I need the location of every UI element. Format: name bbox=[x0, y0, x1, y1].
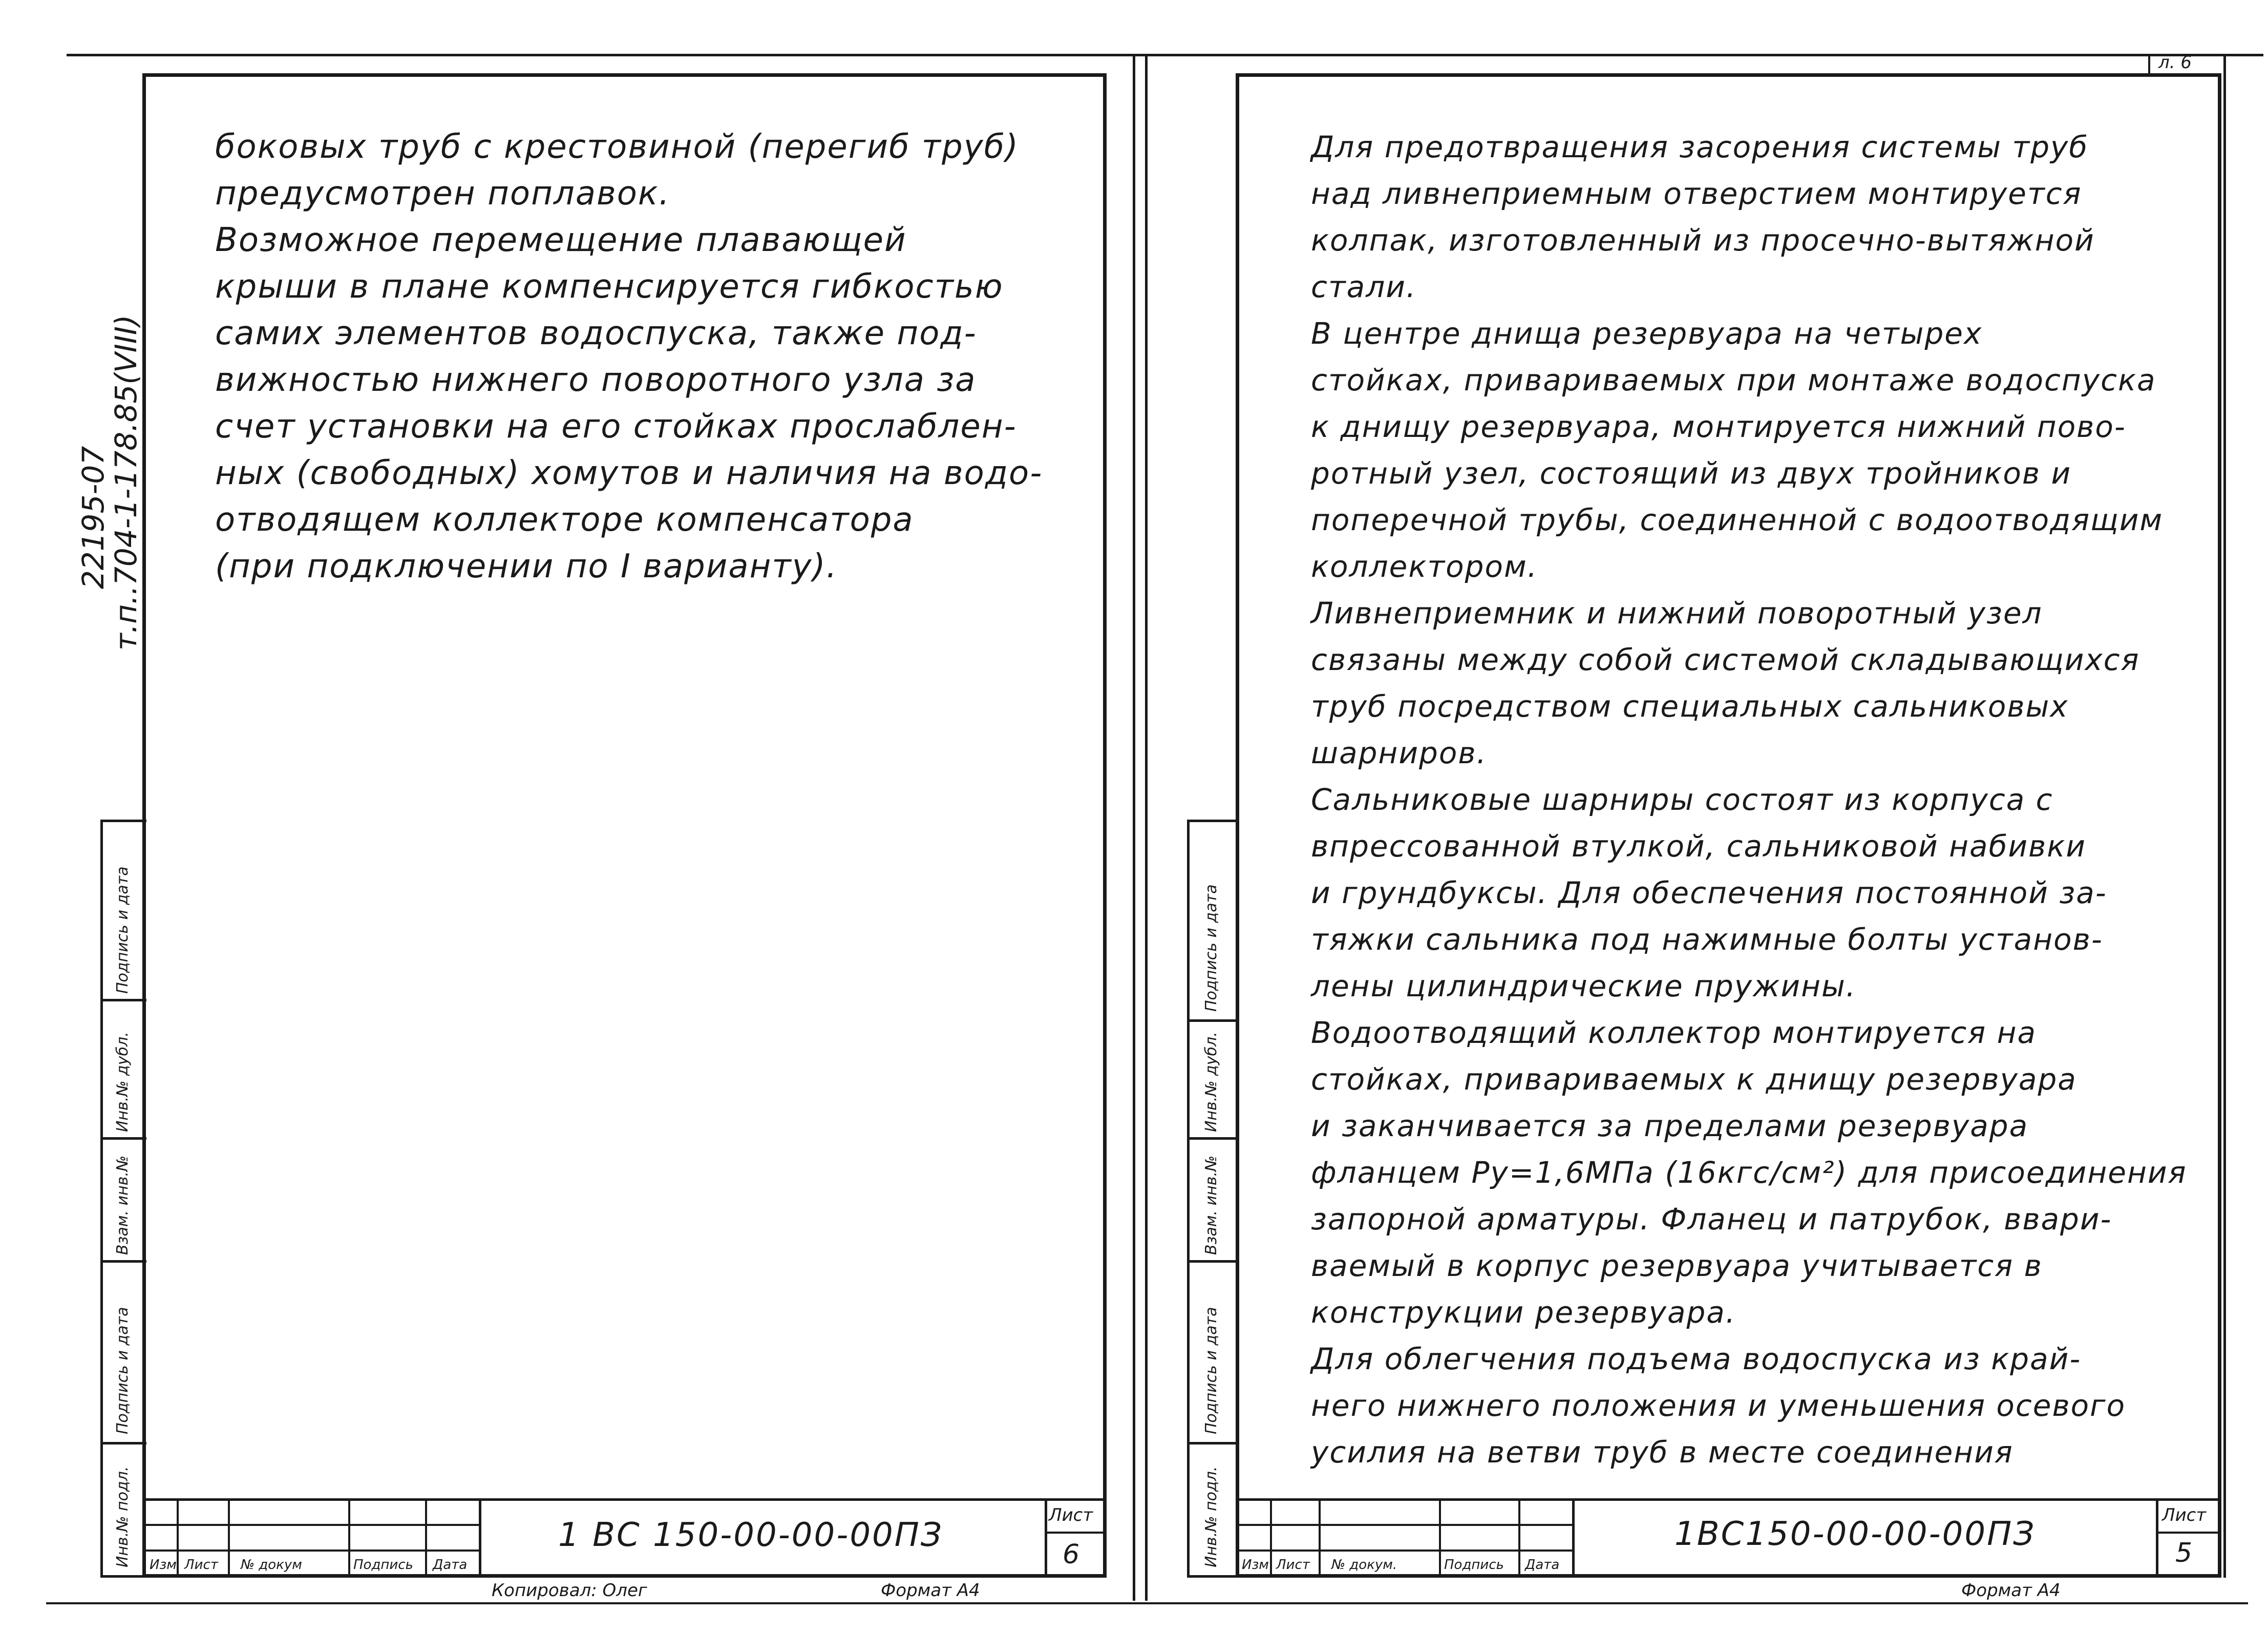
text-line: стойках, привариваемых при монтаже водоспуска bbox=[1311, 363, 2156, 397]
right-outer-edge bbox=[2223, 56, 2226, 1578]
title-col-label: Лист bbox=[1276, 1557, 1310, 1573]
title-col-label: № докум bbox=[241, 1557, 302, 1573]
center-fold-line-2 bbox=[1145, 54, 1148, 1601]
side-stamp-label: Подпись и дата bbox=[1202, 1307, 1220, 1434]
text-line: впрессованной втулкой, сальниковой набивки bbox=[1311, 829, 2086, 864]
text-line: самих элементов водоспуска, также под- bbox=[215, 315, 977, 352]
title-col-label: Изм bbox=[150, 1557, 177, 1573]
title-col-label: Подпись bbox=[353, 1557, 413, 1573]
text-line: колпак, изготовленный из просечно-вытяжной bbox=[1311, 223, 2095, 258]
text-line: и заканчивается за пределами резервуара bbox=[1311, 1108, 2029, 1143]
text-line: Водоотводящий коллектор монтируется на bbox=[1311, 1015, 2037, 1050]
side-stamp-label: Инв.№ подл. bbox=[114, 1466, 132, 1567]
title-col-label: Лист bbox=[184, 1557, 218, 1573]
text-line: В центре днища резервуара на четырех bbox=[1311, 316, 1983, 351]
side-stamp-label: Подпись и дата bbox=[114, 1307, 132, 1434]
sheet-label: Лист bbox=[2162, 1505, 2207, 1525]
text-line: крыши в плане компенсируется гибкостью bbox=[215, 268, 1004, 306]
left-binding-strip-line bbox=[100, 820, 103, 1578]
footer-format: Формат А4 bbox=[1961, 1580, 2061, 1601]
side-stamp-label: Взам. инв.№ bbox=[114, 1155, 132, 1255]
right-body-text bbox=[1311, 124, 2187, 1476]
text-line: тяжки сальника под нажимные болты установ- bbox=[1311, 922, 2103, 957]
right-binding-strip-bottom bbox=[1187, 1575, 1238, 1578]
text-line: связаны между собой системой складывающихся bbox=[1311, 642, 2140, 677]
footer-format: Формат А4 bbox=[881, 1580, 980, 1601]
corner-sheet-label: л. 6 bbox=[2158, 52, 2192, 73]
side-stamp-label: Подпись и дата bbox=[114, 866, 132, 994]
sheet-number: 6 bbox=[1063, 1539, 1080, 1570]
footer-copied: Копировал: Олег bbox=[492, 1580, 647, 1601]
title-col-label: Изм bbox=[1242, 1557, 1269, 1573]
bottom-edge-line bbox=[46, 1602, 2248, 1604]
text-line: стойках, привариваемых к днищу резервуара bbox=[1311, 1062, 2077, 1097]
text-line: предусмотрен поплавок. bbox=[215, 175, 670, 213]
text-line: усилия на ветви труб в месте соединения bbox=[1311, 1435, 2013, 1470]
right-binding-strip-line bbox=[1187, 820, 1190, 1578]
text-line: (при подключении по I варианту). bbox=[215, 548, 838, 585]
text-line: Для облегчения подъема водоспуска из край- bbox=[1311, 1342, 2082, 1376]
center-fold-line bbox=[1133, 54, 1135, 1601]
text-line: Для предотвращения засорения системы труб bbox=[1311, 130, 2089, 164]
vertical-code-line2: т.п..704-1-178.85(VIII) bbox=[109, 315, 143, 651]
text-line: ротный узел, состоящий из двух тройников и bbox=[1311, 456, 2072, 491]
text-line: Ливнеприемник и нижний поворотный узел bbox=[1311, 596, 2043, 631]
text-line: лены цилиндрические пружины. bbox=[1311, 969, 1857, 1003]
text-line: коллектором. bbox=[1311, 549, 1538, 584]
title-col-label: Дата bbox=[1525, 1557, 1560, 1573]
title-col-label: Подпись bbox=[1444, 1557, 1504, 1573]
text-line: Возможное перемещение плавающей bbox=[215, 221, 907, 259]
text-line: шарниров. bbox=[1311, 736, 1487, 770]
text-line: него нижнего положения и уменьшения осевого bbox=[1311, 1388, 2126, 1423]
top-edge-line bbox=[67, 54, 2263, 56]
document-code: 1 ВС 150-00-00-00ПЗ bbox=[558, 1516, 943, 1554]
text-line: над ливнеприемным отверстием монтируется bbox=[1311, 176, 2082, 211]
text-line: Сальниковые шарниры состоят из корпуса с bbox=[1311, 782, 2053, 817]
text-line: боковых труб с крестовиной (перегиб труб) bbox=[215, 128, 1019, 166]
text-line: ных (свободных) хомутов и наличия на водо- bbox=[215, 454, 1043, 492]
right-corner-box-left bbox=[2148, 54, 2150, 76]
title-col-label: Дата bbox=[433, 1557, 468, 1573]
text-line: ваемый в корпус резервуара учитывается в bbox=[1311, 1248, 2043, 1283]
text-line: конструкции резервуара. bbox=[1311, 1295, 1736, 1330]
side-stamp-label: Инв.№ дубл. bbox=[114, 1032, 132, 1132]
text-line: труб посредством специальных сальниковых bbox=[1311, 689, 2069, 724]
text-line: фланцем Ру=1,6МПа (16кгс/см²) для присоединения bbox=[1311, 1155, 2187, 1190]
title-col-label: № докум. bbox=[1331, 1557, 1397, 1573]
side-stamp-label: Взам. инв.№ bbox=[1202, 1155, 1220, 1255]
text-line: отводящем коллекторе компенсатора bbox=[215, 501, 914, 539]
side-stamp-label: Инв.№ дубл. bbox=[1202, 1032, 1220, 1132]
text-line: и грундбуксы. Для обеспечения постоянной за- bbox=[1311, 875, 2107, 910]
document-code: 1ВС150-00-00-00ПЗ bbox=[1674, 1515, 2036, 1553]
text-line: стали. bbox=[1311, 269, 1417, 304]
text-line: вижностью нижнего поворотного узла за bbox=[215, 361, 977, 399]
left-body-text bbox=[215, 124, 1043, 590]
vertical-code-line1: 22195-07 bbox=[76, 446, 111, 589]
sheet-label: Лист bbox=[1049, 1505, 1093, 1525]
text-line: поперечной трубы, соединенной с водоотводящим bbox=[1311, 503, 2164, 537]
left-binding-strip-bottom bbox=[100, 1575, 146, 1578]
text-line: счет установки на его стойках прослаблен- bbox=[215, 408, 1017, 446]
sheet-number: 5 bbox=[2175, 1538, 2193, 1568]
side-stamp-label: Инв.№ подл. bbox=[1202, 1466, 1220, 1567]
text-line: к днищу резервуара, монтируется нижний пово- bbox=[1311, 409, 2126, 444]
side-stamp-label: Подпись и дата bbox=[1202, 884, 1220, 1012]
text-line: запорной арматуры. Фланец и патрубок, ввари- bbox=[1311, 1202, 2112, 1237]
